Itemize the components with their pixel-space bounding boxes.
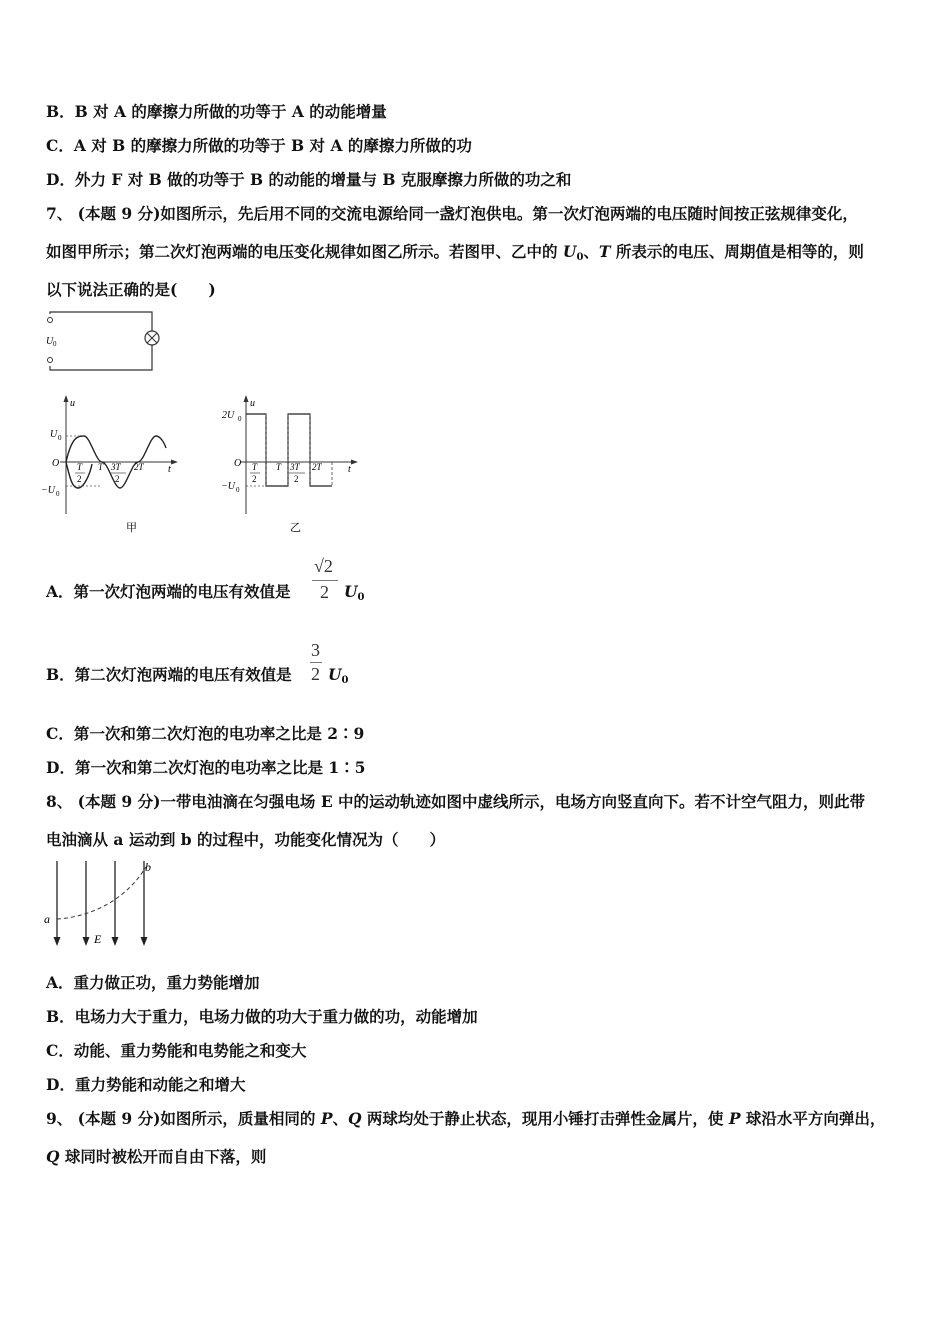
q7-stem-line3: 以下说法正确的是( ) bbox=[46, 280, 216, 299]
q7-option-b-unit: $U_0$ bbox=[328, 665, 349, 686]
svg-text:T: T bbox=[98, 462, 104, 472]
svg-text:3T: 3T bbox=[111, 462, 121, 472]
svg-text:0: 0 bbox=[58, 434, 62, 442]
q7-option-c: C．第一次和第二次灯泡的电功率之比是 2∶9 bbox=[46, 724, 365, 743]
svg-text:−U: −U bbox=[41, 485, 55, 496]
svg-text:b: b bbox=[145, 860, 151, 874]
svg-text:0: 0 bbox=[236, 486, 240, 494]
trajectory-dashed bbox=[57, 867, 146, 919]
svg-text:2: 2 bbox=[294, 474, 299, 484]
svg-text:3T: 3T bbox=[290, 462, 300, 472]
svg-text:0: 0 bbox=[56, 490, 60, 498]
svg-text:2T: 2T bbox=[134, 462, 144, 472]
q6-option-b: B．B 对 A 的摩擦力所做的功等于 A 的动能增量 bbox=[46, 102, 387, 121]
q8-stem-line1: 8、 (本题 9 分)一带电油滴在匀强电场 E 中的运动轨迹如图中虚线所示，电场方向竖直向下。若不计空气阻力，则此带 bbox=[46, 792, 866, 811]
svg-text:E: E bbox=[94, 932, 102, 946]
svg-text:2: 2 bbox=[115, 474, 120, 484]
q8-field-diagram bbox=[40, 855, 170, 955]
svg-text:O: O bbox=[234, 458, 242, 469]
q7-option-a-unit: $U_0$ bbox=[344, 582, 365, 603]
q8-option-b: B．电场力大于重力，电场力做的功大于重力做的功，动能增加 bbox=[46, 1007, 478, 1026]
q6-option-c: C．A 对 B 的摩擦力所做的功等于 B 对 A 的摩擦力所做的功 bbox=[46, 136, 472, 155]
q7-graph-jia bbox=[40, 392, 190, 542]
graph-yi-caption: 乙 bbox=[290, 522, 301, 534]
circuit-voltage-label: U bbox=[46, 336, 54, 347]
svg-text:0: 0 bbox=[53, 340, 57, 348]
svg-text:u: u bbox=[70, 398, 75, 409]
lamp-icon bbox=[145, 331, 159, 345]
q7-option-a: A．第一次灯泡两端的电压有效值是 bbox=[46, 582, 291, 601]
svg-text:t: t bbox=[348, 464, 351, 475]
q7-option-b-fraction: 3 2 bbox=[311, 640, 320, 684]
q6-option-d: D．外力 F 对 B 做的功等于 B 的动能的增量与 B 克服摩擦力所做的功之和 bbox=[46, 170, 572, 189]
svg-text:2U: 2U bbox=[222, 410, 235, 421]
svg-text:0: 0 bbox=[238, 415, 242, 423]
svg-text:T: T bbox=[252, 462, 258, 472]
svg-text:T: T bbox=[276, 462, 282, 472]
q9-stem-line2: Q 球同时被松开而自由下落，则 bbox=[46, 1147, 267, 1166]
svg-text:O: O bbox=[52, 458, 60, 469]
q8-stem-line2: 电油滴从 a 运动到 b 的过程中，功能变化情况为（ ） bbox=[46, 830, 445, 849]
q7-option-b: B．第二次灯泡两端的电压有效值是 bbox=[46, 665, 292, 684]
svg-text:a: a bbox=[44, 912, 50, 926]
svg-text:u: u bbox=[250, 398, 255, 409]
q7-option-d: D．第一次和第二次灯泡的电功率之比是 1∶5 bbox=[46, 758, 366, 777]
q8-option-d: D．重力势能和动能之和增大 bbox=[46, 1075, 246, 1094]
svg-text:T: T bbox=[77, 462, 83, 472]
svg-text:2: 2 bbox=[77, 474, 82, 484]
q7-stem-line1: 7、 (本题 9 分)如图所示，先后用不同的交流电源给同一盏灯泡供电。第一次灯泡两端的电压随时间按正弦规律变化， bbox=[46, 204, 858, 223]
q8-option-c: C．动能、重力势能和电势能之和变大 bbox=[46, 1041, 307, 1060]
svg-text:−U: −U bbox=[221, 481, 235, 492]
square-wave bbox=[246, 414, 332, 486]
q9-stem-line1: 9、 (本题 9 分)如图所示，质量相同的 P、Q 两球均处于静止状态，现用小锤打击弹性金属片，使 P 球沿水平方向弹出， bbox=[46, 1109, 886, 1128]
q8-option-a: A．重力做正功，重力势能增加 bbox=[46, 973, 260, 992]
q7-graph-yi bbox=[220, 392, 370, 542]
svg-text:2: 2 bbox=[252, 474, 257, 484]
q7-stem-line2: 如图甲所示；第二次灯泡两端的电压变化规律如图乙所示。若图甲、乙中的 $U_0$、T 所表示的电压、周期值是相等的，则 bbox=[46, 242, 864, 263]
graph-jia-caption: 甲 bbox=[126, 522, 137, 534]
q7-option-a-fraction: √2 2 bbox=[312, 556, 340, 608]
svg-text:2T: 2T bbox=[312, 462, 322, 472]
svg-text:t: t bbox=[168, 464, 171, 475]
svg-text:U: U bbox=[50, 429, 58, 440]
q7-circuit-diagram bbox=[44, 308, 164, 374]
